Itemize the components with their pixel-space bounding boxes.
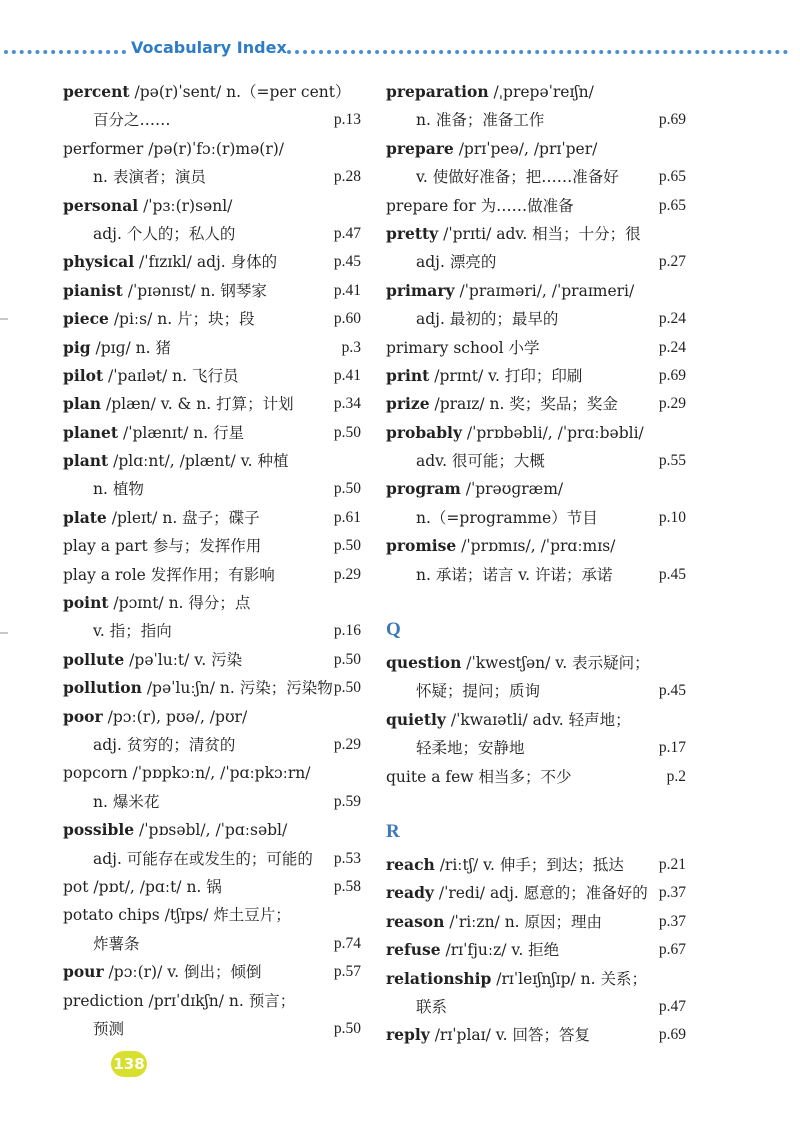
entry-headword: play a part xyxy=(63,537,148,556)
entry-definition: /pɔː(r), pʊə/, /pʊr/ xyxy=(102,707,248,726)
r-entries xyxy=(386,851,686,1050)
entry-page-ref: p.69 xyxy=(658,366,686,384)
entry-line xyxy=(63,106,361,134)
index-entry xyxy=(386,908,686,936)
index-entry xyxy=(63,816,361,873)
entry-definition: /rɪˈleɪʃnʃɪp/ n. 关系； xyxy=(491,969,647,988)
entry-page-ref: p.29 xyxy=(333,565,361,583)
entry-headword: plant xyxy=(63,451,109,471)
entry-headword: primary school xyxy=(386,338,504,357)
entry-page-ref: p.34 xyxy=(333,395,361,413)
entry-line xyxy=(386,504,686,532)
entry-definition: /ˌprepəˈreɪʃn/ xyxy=(488,83,594,101)
index-entry xyxy=(386,936,686,964)
entry-definition: 炸薯条 xyxy=(93,934,140,953)
entry-line xyxy=(386,248,686,276)
entry-headword: personal xyxy=(63,195,139,215)
page-header xyxy=(0,36,800,66)
entry-definition: n. 爆米花 xyxy=(93,792,160,811)
entry-definition: /ˈplænɪt/ n. 行星 xyxy=(118,423,245,442)
entry-page-ref: p.69 xyxy=(658,1026,686,1044)
entry-definition: /plɑːnt/, /plænt/ v. 种植 xyxy=(108,452,289,471)
entry-headword: plan xyxy=(63,394,102,414)
entry-line xyxy=(63,192,361,220)
entry-line xyxy=(386,475,686,503)
index-entry xyxy=(386,851,686,879)
entry-page-ref: p.2 xyxy=(666,767,686,785)
entry-page-ref: p.29 xyxy=(333,735,361,753)
entry-definition: /pəˈluːt/ v. 污染 xyxy=(124,650,243,669)
entry-definition: /pɔɪnt/ n. 得分；点 xyxy=(108,594,251,613)
entry-line xyxy=(386,334,686,362)
entry-definition: /piːs/ n. 片；块；段 xyxy=(108,310,255,329)
entry-headword: reach xyxy=(386,854,435,874)
entry-headword: prediction xyxy=(63,991,144,1010)
entry-line xyxy=(63,703,361,731)
entry-definition: /ˈprəʊɡræm/ xyxy=(460,480,564,499)
entry-definition: 参与；发挥作用 xyxy=(147,537,262,556)
entry-headword: pianist xyxy=(63,280,123,300)
entry-line xyxy=(386,965,686,993)
index-entry xyxy=(386,334,686,362)
entry-headword: poor xyxy=(63,706,103,726)
entry-line xyxy=(63,873,361,901)
entry-page-ref: p.45 xyxy=(658,565,686,583)
entry-headword: quietly xyxy=(386,709,446,729)
entry-definition: /prɪˈdɪkʃn/ n. 预言； xyxy=(143,991,296,1010)
left-column xyxy=(63,78,361,1043)
index-entry xyxy=(386,649,686,706)
entry-page-ref: p.69 xyxy=(658,111,686,129)
entry-definition: /rɪˈfjuːz/ v. 拒绝 xyxy=(440,941,560,960)
entry-definition: 发挥作用；有影响 xyxy=(145,565,275,584)
entry-line xyxy=(63,305,361,333)
entry-definition: n. 承诺；诺言 v. 许诺；承诺 xyxy=(416,565,613,584)
entry-page-ref: p.16 xyxy=(333,622,361,640)
entry-definition: 怀疑；提问；质询 xyxy=(416,682,541,701)
entry-definition: /ˈprɒmɪs/, /ˈprɑːmɪs/ xyxy=(456,537,616,556)
index-entry xyxy=(63,135,361,192)
entry-definition: n.（=programme）节目 xyxy=(416,508,598,527)
entry-page-ref: p.27 xyxy=(658,253,686,271)
entry-definition: 为……做准备 xyxy=(475,196,574,215)
entry-headword: probably xyxy=(386,422,462,442)
entry-page-ref: p.61 xyxy=(333,508,361,526)
entry-definition: 小学 xyxy=(503,338,540,357)
entry-line xyxy=(63,589,361,617)
entry-definition: /ˈfɪzɪkl/ adj. 身体的 xyxy=(134,253,278,272)
index-entry xyxy=(386,135,686,192)
index-entry xyxy=(63,78,361,135)
entry-line xyxy=(63,845,361,873)
entry-line xyxy=(63,561,361,589)
entry-headword: pour xyxy=(63,962,104,982)
index-entry xyxy=(386,879,686,907)
entry-page-ref: p.58 xyxy=(333,877,361,895)
entry-headword: popcorn xyxy=(63,764,128,783)
entry-headword: pretty xyxy=(386,223,439,243)
index-entry xyxy=(63,674,361,702)
entry-page-ref: p.28 xyxy=(333,168,361,186)
p-entries-continued xyxy=(386,78,686,589)
index-entry xyxy=(386,532,686,589)
entry-headword: reply xyxy=(386,1025,430,1045)
entry-definition: /prɪnt/ v. 打印；印刷 xyxy=(429,366,583,385)
entry-line xyxy=(386,362,686,390)
entry-line xyxy=(386,106,686,134)
entry-headword: possible xyxy=(63,820,135,840)
entry-headword: percent xyxy=(63,82,130,101)
entry-line xyxy=(63,901,361,929)
entry-definition: /pə(r)ˈsent/ n.（=per cent） xyxy=(129,83,351,101)
header-dots-left xyxy=(4,50,126,54)
entry-headword: program xyxy=(386,479,461,499)
entry-line xyxy=(386,763,686,791)
entry-page-ref: p.45 xyxy=(658,682,686,700)
entry-line xyxy=(386,419,686,447)
entry-definition: /pə(r)ˈfɔː(r)mə(r)/ xyxy=(143,139,285,158)
index-entry xyxy=(386,362,686,390)
entry-page-ref: p.37 xyxy=(658,912,686,930)
entry-headword: planet xyxy=(63,422,119,442)
entry-line xyxy=(386,277,686,305)
entry-headword: primary xyxy=(386,280,455,300)
entry-headword: pollution xyxy=(63,678,142,698)
entry-definition: /ˈpɪənɪst/ n. 钢琴家 xyxy=(122,281,267,300)
entry-headword: plate xyxy=(63,507,107,527)
index-entry xyxy=(63,987,361,1044)
entry-line xyxy=(63,78,361,106)
entry-definition: /riːtʃ/ v. 伸手；到达；抵达 xyxy=(434,855,624,874)
header-title: Vocabulary Index xyxy=(131,38,287,57)
entry-line xyxy=(386,879,686,907)
entry-page-ref: p.3 xyxy=(341,338,361,356)
index-entry xyxy=(63,419,361,447)
entry-line xyxy=(63,674,361,702)
entry-line xyxy=(63,447,361,475)
entry-line xyxy=(63,646,361,674)
entry-page-ref: p.41 xyxy=(333,281,361,299)
entry-line xyxy=(63,617,361,645)
entry-definition: adj. 最初的；最早的 xyxy=(416,310,559,329)
entry-headword: prepare xyxy=(386,138,454,158)
entry-line xyxy=(63,277,361,305)
entry-line xyxy=(386,163,686,191)
header-dots-right xyxy=(287,50,788,54)
entry-page-ref: p.74 xyxy=(333,934,361,952)
right-column xyxy=(386,78,686,1050)
q-entries xyxy=(386,649,686,791)
index-entry xyxy=(63,390,361,418)
index-entry xyxy=(63,873,361,901)
entry-definition: /ˈpraɪməri/, /ˈpraɪmeri/ xyxy=(454,281,635,300)
entry-line xyxy=(386,706,686,734)
entry-headword: point xyxy=(63,593,109,613)
entry-definition: /ˈkwestʃən/ v. 表示疑问； xyxy=(461,654,650,673)
index-entry xyxy=(386,1021,686,1049)
index-entry xyxy=(63,504,361,532)
entry-definition: 预测 xyxy=(93,1019,125,1038)
entry-line xyxy=(63,504,361,532)
entry-line xyxy=(386,936,686,964)
entry-page-ref: p.24 xyxy=(658,310,686,328)
entry-page-ref: p.50 xyxy=(333,679,361,697)
index-entry xyxy=(386,220,686,277)
index-entry xyxy=(63,362,361,390)
entry-page-ref: p.57 xyxy=(333,963,361,981)
entry-line xyxy=(386,390,686,418)
index-entry xyxy=(386,419,686,476)
index-entry xyxy=(386,78,686,135)
entry-line xyxy=(63,788,361,816)
section-letter-q: Q xyxy=(386,619,401,641)
entry-page-ref: p.24 xyxy=(658,338,686,356)
entry-page-ref: p.65 xyxy=(658,168,686,186)
entry-line xyxy=(386,851,686,879)
entry-definition: 相当多；不少 xyxy=(473,767,572,786)
entry-headword: reason xyxy=(386,911,445,931)
entry-headword: print xyxy=(386,365,430,385)
index-entry xyxy=(386,965,686,1022)
entry-line xyxy=(63,532,361,560)
entry-headword: piece xyxy=(63,309,109,329)
entry-headword: prize xyxy=(386,394,430,414)
entry-line xyxy=(63,220,361,248)
entry-page-ref: p.47 xyxy=(333,224,361,242)
page-number-badge: 138 xyxy=(111,1051,147,1077)
entry-definition: adj. 贫穷的；清贫的 xyxy=(93,735,236,754)
entry-page-ref: p.29 xyxy=(658,395,686,413)
entry-page-ref: p.37 xyxy=(658,884,686,902)
index-entry xyxy=(63,759,361,816)
entry-definition: /ˈredi/ adj. 愿意的；准备好的 xyxy=(433,884,648,903)
entry-page-ref: p.17 xyxy=(658,739,686,757)
entry-line xyxy=(63,390,361,418)
index-entry xyxy=(63,305,361,333)
entry-definition: /ˈprɪti/ adv. 相当；十分；很 xyxy=(438,224,641,243)
entry-line xyxy=(63,759,361,787)
entry-line xyxy=(386,192,686,220)
entry-page-ref: p.10 xyxy=(658,508,686,526)
entry-definition: 百分之…… xyxy=(93,111,171,130)
entry-line xyxy=(63,419,361,447)
index-entry xyxy=(386,763,686,791)
entry-line xyxy=(386,220,686,248)
entry-page-ref: p.13 xyxy=(333,111,361,129)
entry-line xyxy=(63,731,361,759)
entry-definition: 联系 xyxy=(416,997,448,1016)
index-entry xyxy=(63,277,361,305)
entry-definition: v. 指；指向 xyxy=(93,622,172,641)
entry-definition: /ˈriːzn/ n. 原因；理由 xyxy=(444,912,603,931)
entry-definition: adv. 很可能；大概 xyxy=(416,452,545,471)
entry-headword: promise xyxy=(386,536,457,556)
entry-definition: adj. 可能存在或发生的；可能的 xyxy=(93,849,313,868)
entry-definition: /ˈpaɪlət/ n. 飞行员 xyxy=(103,366,239,385)
entry-headword: pilot xyxy=(63,365,104,385)
entry-definition: /pɪɡ/ n. 猪 xyxy=(90,338,172,357)
entry-page-ref: p.65 xyxy=(658,196,686,214)
entry-line xyxy=(63,987,361,1015)
index-entry xyxy=(386,475,686,532)
entry-line xyxy=(63,248,361,276)
entry-line xyxy=(63,475,361,503)
entry-definition: /praɪz/ n. 奖；奖品；奖金 xyxy=(429,395,618,414)
entry-line xyxy=(63,163,361,191)
entry-headword: potato chips xyxy=(63,906,160,925)
index-entry xyxy=(63,248,361,276)
index-entry xyxy=(63,589,361,646)
entry-headword: prepare for xyxy=(386,196,476,215)
entry-line xyxy=(63,1015,361,1043)
entry-line xyxy=(386,734,686,762)
entry-definition: /ˈprɒbəbli/, /ˈprɑːbəbli/ xyxy=(461,423,644,442)
entry-page-ref: p.59 xyxy=(333,792,361,810)
index-entry xyxy=(386,277,686,334)
margin-mark xyxy=(0,632,8,634)
entry-headword: ready xyxy=(386,883,434,903)
entry-definition: /pleɪt/ n. 盘子；碟子 xyxy=(106,508,260,527)
entry-definition: /tʃɪps/ 炸土豆片； xyxy=(159,906,291,925)
entry-headword: physical xyxy=(63,252,135,272)
index-entry xyxy=(63,646,361,674)
entry-line xyxy=(63,334,361,362)
entry-headword: quite a few xyxy=(386,767,474,786)
entry-definition: 轻柔地；安静地 xyxy=(416,739,525,758)
index-entry xyxy=(386,390,686,418)
index-entry xyxy=(63,532,361,560)
entry-headword: question xyxy=(386,653,462,673)
entry-page-ref: p.53 xyxy=(333,849,361,867)
index-entry xyxy=(63,703,361,760)
section-letter-r: R xyxy=(386,820,400,842)
entry-line xyxy=(63,930,361,958)
margin-mark xyxy=(0,318,8,320)
entry-headword: performer xyxy=(63,139,144,158)
entry-line xyxy=(386,908,686,936)
entry-page-ref: p.60 xyxy=(333,310,361,328)
entry-line xyxy=(63,816,361,844)
entry-definition: n. 植物 xyxy=(93,480,144,499)
entry-definition: /ˈpɒpkɔːn/, /ˈpɑːpkɔːrn/ xyxy=(127,764,311,783)
entry-definition: /prɪˈpeə/, /prɪˈper/ xyxy=(453,139,598,158)
entry-line xyxy=(386,677,686,705)
entry-definition: n. 表演者；演员 xyxy=(93,168,206,187)
entry-line xyxy=(63,958,361,986)
entry-page-ref: p.50 xyxy=(333,423,361,441)
entry-page-ref: p.67 xyxy=(658,941,686,959)
index-entry xyxy=(63,334,361,362)
entry-headword: preparation xyxy=(386,82,489,101)
entry-definition: /rɪˈplaɪ/ v. 回答；答复 xyxy=(429,1026,591,1045)
entry-page-ref: p.45 xyxy=(333,253,361,271)
entry-definition: /pɒt/, /pɑːt/ n. 锅 xyxy=(88,877,222,896)
entry-definition: adj. 个人的；私人的 xyxy=(93,224,236,243)
entry-line xyxy=(386,305,686,333)
entry-line xyxy=(63,362,361,390)
entry-line xyxy=(386,561,686,589)
index-entry xyxy=(63,192,361,249)
entry-headword: pig xyxy=(63,337,91,357)
index-entry xyxy=(63,958,361,986)
entry-page-ref: p.55 xyxy=(658,452,686,470)
entry-line xyxy=(386,1021,686,1049)
entry-headword: pot xyxy=(63,877,89,896)
entry-page-ref: p.50 xyxy=(333,480,361,498)
entry-definition: n. 准备；准备工作 xyxy=(416,111,545,130)
entry-definition: /ˈkwaɪətli/ adv. 轻声地； xyxy=(445,710,631,729)
entry-page-ref: p.50 xyxy=(333,650,361,668)
entry-line xyxy=(386,649,686,677)
entry-definition: v. 使做好准备；把……准备好 xyxy=(416,168,619,187)
index-entry xyxy=(63,561,361,589)
entry-line xyxy=(63,135,361,163)
entry-definition: /pɔː(r)/ v. 倒出；倾倒 xyxy=(103,963,262,982)
index-entry xyxy=(63,447,361,504)
index-entry xyxy=(63,901,361,958)
entry-definition: adj. 漂亮的 xyxy=(416,253,497,272)
entry-line xyxy=(386,532,686,560)
entry-definition: /ˈpɜː(r)sənl/ xyxy=(138,196,233,215)
entry-definition: /plæn/ v. & n. 打算；计划 xyxy=(101,395,294,414)
entry-page-ref: p.47 xyxy=(658,997,686,1015)
entry-definition: /pəˈluːʃn/ n. 污染；污染物 xyxy=(141,679,333,698)
entry-definition: /ˈpɒsəbl/, /ˈpɑːsəbl/ xyxy=(134,821,288,840)
entry-page-ref: p.50 xyxy=(333,1019,361,1037)
entry-page-ref: p.41 xyxy=(333,366,361,384)
entry-headword: refuse xyxy=(386,940,441,960)
entry-line xyxy=(386,78,686,106)
entry-line xyxy=(386,993,686,1021)
entry-page-ref: p.21 xyxy=(658,855,686,873)
entry-page-ref: p.50 xyxy=(333,537,361,555)
entry-headword: play a role xyxy=(63,565,146,584)
index-entry xyxy=(386,706,686,763)
entry-headword: pollute xyxy=(63,649,125,669)
entry-line xyxy=(386,447,686,475)
entry-line xyxy=(386,135,686,163)
index-entry xyxy=(386,192,686,220)
entry-headword: relationship xyxy=(386,968,492,988)
